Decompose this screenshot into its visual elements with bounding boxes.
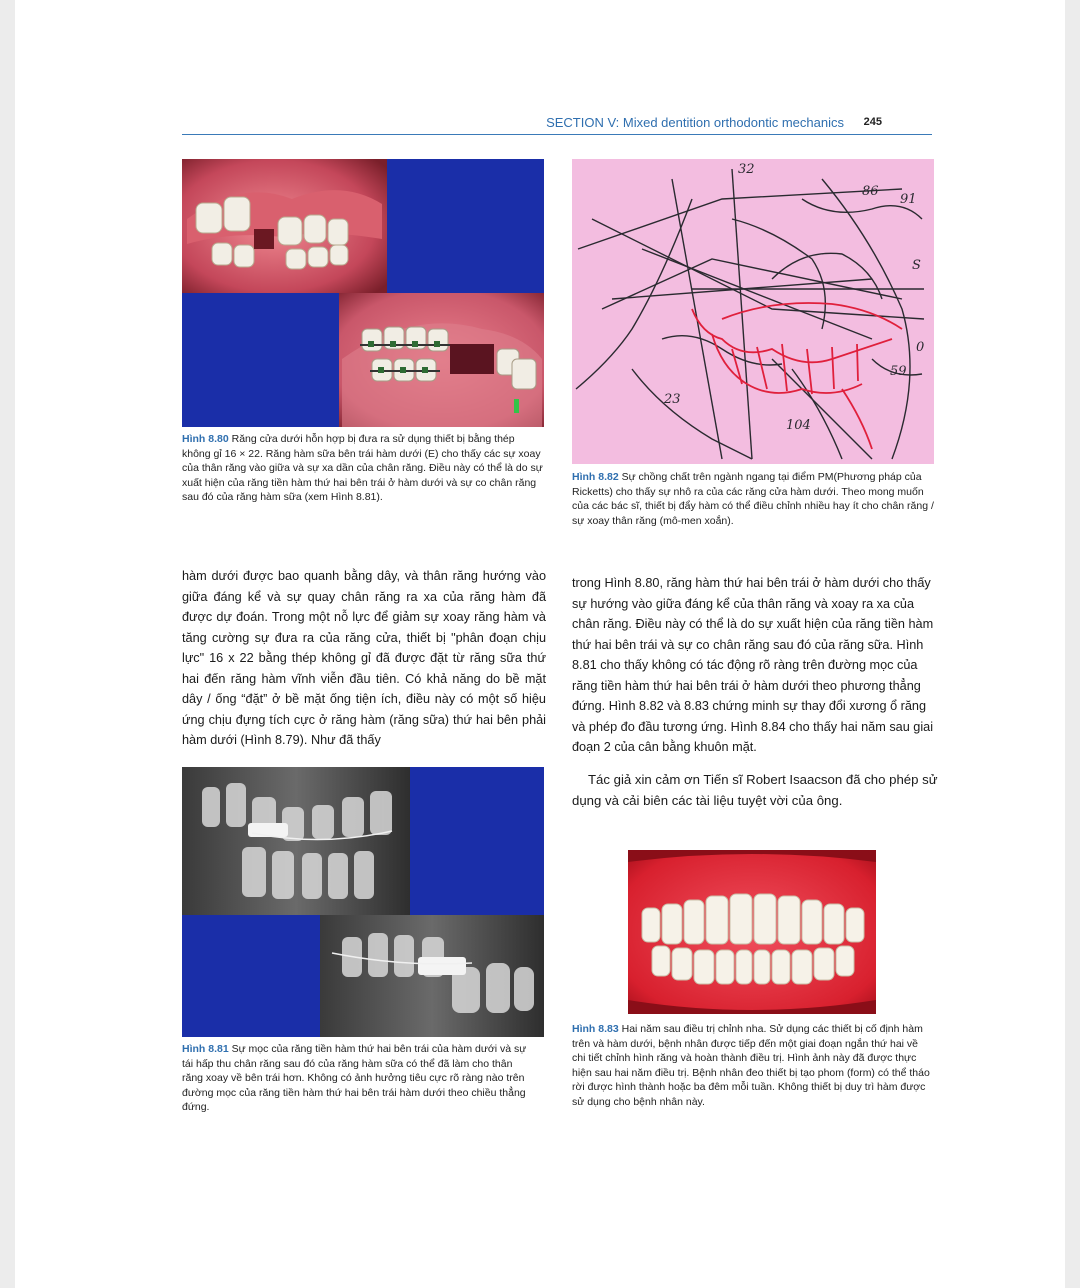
caption-label: Hình 8.81 [182,1043,229,1055]
tracing-label-59: 59 [890,364,907,379]
tracing-label-23: 23 [664,392,681,407]
caption-text: Răng cửa dưới hỗn hợp bị đưa ra sử dụng thiết bị bằng thép không gỉ 16 × 22. Răng hàm sữa bên trái hàm dưới (E) cho thấy các sự xoay của thân răng vào giữa và sự xa dần của chân răng. Điều này có thể là do sự xuất hiện của răng tiền hàm thứ hai bên trái ở hàm dưới và sự co chân răng sau đó của răng hàm sữa (xem Hình 8.81). [182,433,543,503]
body-text-left: hàm dưới được bao quanh bằng dây, và thân răng hướng vào giữa đáng kể và sự quay chân răng ra xa của răng hàm đã được dự đoán. Trong một nỗ lực để giảm sự xoay răng hàm và tăng cường sự đưa ra của răng cửa, thiết bị "phân đoạn chịu lực" 16 x 22 bằng thép không gỉ đã được đặt từ răng sữa thứ hai đến răng hàm vĩnh viễn đầu tiên. Có khả năng do bề mặt dây / ống “đặt” ở bề mặt ống tiện ích, điều này có một số hiệu ứng chịu đựng tích cực ở răng hàm (răng sữa) thứ hai bên phải hàm dưới (Hình 8.79). Như đã thấy [182,569,546,747]
body-text-right: trong Hình 8.80, răng hàm thứ hai bên trái ở hàm dưới cho thấy sự hướng vào giữa đáng kể của thân răng và xoay ra xa của chân răng. Điều này có thể là do sự xuất hiện của răng tiền hàm thứ hai bên trái và sự co chân răng sau đó của răng sữa. Hình 8.81 cho thấy không có tác động rõ ràng trên đường mọc của răng tiền hàm thứ hai bên trái ở hàm dưới theo phương thẳng đứng. Hình 8.82 và 8.83 chứng minh sự thay đổi xương ổ răng và phép đo đầu tương ứng. Hình 8.84 cho thấy hai năm sau giai đoạn 2 của cân bằng khuôn mặt. [572,576,934,754]
section-title: SECTION V: Mixed dentition orthodontic mechanics [546,115,844,130]
radiograph-composite [182,767,544,1037]
caption-label: Hình 8.80 [182,433,229,445]
acknowledgement-text: Tác giả xin cảm ơn Tiến sĩ Robert Isaacson đã cho phép sử dụng và cải biên các tài liệu tuyệt vời của ông. [572,772,938,808]
figure-8-83 [628,850,876,1014]
running-header [182,114,932,135]
caption-text: Sự mọc của răng tiền hàm thứ hai bên trái của hàm dưới và sự tái hấp thu chân răng sau đó của răng hàm sữa có thể đã làm cho thân răng xoay về bên trái hơn. Không có ảnh hưởng tiêu cực rõ ràng nào trên đường mọc của răng tiền hàm thứ hai bên trái hàm dưới theo chiều thẳng đứng. [182,1043,527,1113]
caption-label: Hình 8.83 [572,1023,619,1035]
tracing-label-0: 0 [916,340,925,355]
smile-photo [628,850,876,1014]
tracing-label-32: 32 [738,162,755,177]
tracing-label-s: S [912,258,921,273]
caption-8-82 [572,470,936,528]
caption-label: Hình 8.82 [572,471,619,483]
tracing-label-104: 104 [786,418,811,433]
caption-8-80 [182,432,544,505]
caption-text: Hai năm sau điều trị chỉnh nha. Sử dụng các thiết bị cố định hàm trên và hàm dưới, bệnh nhân được tiếp đến một giai đoạn ngắn thứ hai về chi tiết chỉnh hình răng và hoàn thành điều trị. Hình ảnh này đã được thực hiện sau hai năm điều trị. Bệnh nhân đeo thiết bị tạo phom (form) có thể tháo rời được hình thành hoặc ba đêm mỗi tuần. Không thiết bị duy trì hàm được sử dụng cho bệnh nhân này. [572,1023,930,1108]
figure-8-81 [182,767,544,1037]
intraoral-photo-composite [182,159,544,427]
figure-8-82 [572,159,934,464]
cephalometric-tracing [572,159,934,464]
tracing-label-86: 86 [862,184,879,199]
page-number: 245 [863,116,882,128]
acknowledgement [572,770,938,811]
figure-8-80 [182,159,544,427]
caption-text: Sự chồng chất trên ngành ngang tại điểm PM(Phương pháp của Ricketts) cho thấy sự nhô ra của các răng cửa hàm dưới. Theo mong muốn của các bác sĩ, thiết bị đẩy hàm có thể điều chỉnh nhiều hay ít cho chân răng / sự xoay thân răng (mô-men xoắn). [572,471,934,527]
caption-8-83 [572,1022,934,1109]
tracing-label-91: 91 [900,192,917,207]
caption-8-81 [182,1042,532,1115]
